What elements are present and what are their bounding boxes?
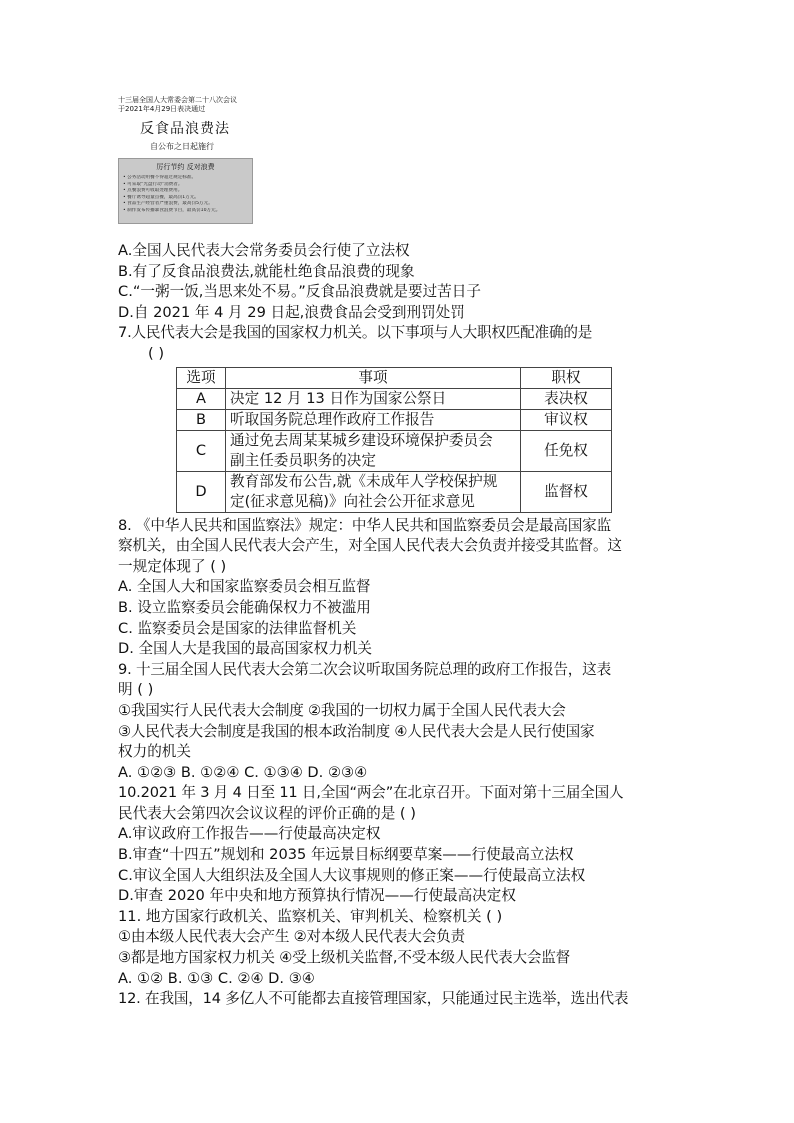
q9-line: 9. 十三届全国人民代表大会第二次会议听取国务院总理的政府工作报告，这表 [118,660,611,678]
table-cell-power: 监督权 [521,471,612,512]
image-caption-line1: 十三届全国人大常委会第二十八次会议 [118,96,237,104]
table-cell-item-line: 通过免去周某某城乡建设环境保护委员会 [230,431,493,449]
table-cell-power: 审议权 [521,409,612,430]
q9-line: 明 ( ) [118,681,154,699]
q7-options-table [176,367,612,513]
q9-line: 权力的机关 [118,743,191,761]
table-header-item: 事项 [226,367,521,388]
q9-line: ③人民代表大会制度是我国的根本政治制度 ④人民代表大会是人民行使国家 [118,722,595,740]
q10-line: 10.2021 年 3 月 4 日至 11 日,全国“两会”在北京召开。下面对第十三届全国人 [118,784,624,802]
q11-line: 11. 地方国家行政机关、监察机关、审判机关、检察机关 ( ) [118,907,503,925]
image-box-line: • 制作发布传播暴食浪费节目，最高罚10万元。 [123,207,221,213]
table-row [177,409,612,430]
image-box-line: • 餐厅诱导超量点餐，最高罚1万元。 [123,194,200,200]
q6-option-c: C.“一粥一饭,当思来处不易。”反食品浪费就是要过苦日子 [118,283,481,301]
image-box-line: • 可采取“光盘行动”消费者。 [123,181,183,187]
table-cell-item: 听取国务院总理作政府工作报告 [226,409,521,430]
q7-answer-blank: ( ) [148,344,165,362]
q6-option-a: A.全国人民代表大会常务委员会行使了立法权 [118,242,410,259]
image-law-subtitle: 自公布之日起施行 [150,142,214,151]
q11-line: ①由本级人民代表大会产生 ②对本级人民代表大会负责 [118,928,465,946]
table-cell-item-line: 教育部发布公告,就《未成年人学校保护规 [230,472,498,490]
table-row [177,388,612,409]
q12-line: 12. 在我国，14 多亿人不可能都去直接管理国家，只能通过民主选举，选出代表 [118,990,629,1008]
law-news-image [118,96,258,224]
table-cell-option: C [177,430,226,471]
table-cell-option: D [177,471,226,512]
image-box-line: • 公务活动用餐不得超过规定标准。 [123,175,197,180]
image-box-line: • 食品生产经营者严重浪费，最高罚5万元。 [123,201,213,207]
table-header-option: 选项 [177,367,226,388]
table-cell-option: A [177,388,226,409]
q10-option-a: A.审议政府工作报告——行使最高决定权 [118,825,381,843]
q10-option-c: C.审议全国人大组织法及全国人大议事规则的修正案——行使最高立法权 [118,866,586,884]
image-caption-line2: 于2021年4月29日表决通过 [118,105,206,113]
table-cell-power: 表决权 [521,388,612,409]
table-cell-power: 任免权 [521,430,612,471]
question-content [118,241,678,1010]
table-cell-item: 决定 12 月 13 日作为国家公祭日 [226,388,521,409]
table-header-power: 职权 [521,367,612,388]
image-box-heading: 厉行节约 反对浪费 [156,163,215,171]
q6-option-d: D.自 2021 年 4 月 29 日起,浪费食品会受到刑罚处罚 [118,303,465,321]
q11-line: ③都是地方国家权力机关 ④受上级机关监督,不受本级人民代表大会监督 [118,949,571,967]
image-law-summary-box [118,158,253,224]
table-cell-item [226,430,521,471]
q8-stem-line: 一规定体现了 ( ) [118,557,227,575]
table-cell-item-line: 副主任委员职务的决定 [230,451,376,469]
q8-option-c: C. 监察委员会是国家的法律监督机关 [118,619,357,637]
q6-option-b: B.有了反食品浪费法,就能杜绝食品浪费的现象 [118,262,415,280]
q9-line: ①我国实行人民代表大会制度 ②我国的一切权力属于全国人民代表大会 [118,701,566,719]
q8-stem-line: 察机关，由全国人民代表大会产生，对全国人民代表大会负责并接受其监督。这 [118,537,622,555]
table-cell-item [226,471,521,512]
q10-option-d: D.审查 2020 年中央和地方预算执行情况——行使最高决定权 [118,887,516,905]
q10-option-b: B.审查“十四五”规划和 2035 年远景目标纲要草案——行使最高立法权 [118,846,574,864]
table-header-row [177,367,612,388]
table-row [177,430,612,471]
q8-option-b: B. 设立监察委员会能确保权力不被滥用 [118,598,371,616]
q8-stem-line: 8. 《中华人民共和国监察法》规定：中华人民共和国监察委员会是最高国家监 [118,516,611,534]
table-cell-option: B [177,409,226,430]
table-cell-item-line: 定(征求意见稿)》向社会公开征求意见 [230,492,475,510]
q10-line: 民代表大会第四次会议议程的评价正确的是 ( ) [118,804,416,822]
table-row [177,471,612,512]
q7-stem: 7.人民代表大会是我国的国家权力机关。以下事项与人大职权匹配准确的是 [118,324,593,342]
image-law-title: 反食品浪费法 [140,121,230,137]
q11-choices: A. ①② B. ①③ C. ②④ D. ③④ [118,969,315,987]
q9-choices: A. ①②③ B. ①②④ C. ①③④ D. ②③④ [118,763,368,781]
q8-option-d: D. 全国人大是我国的最高国家权力机关 [118,640,373,658]
image-box-line: • 点餐浪费可收取处理费用。 [123,188,183,194]
q8-option-a: A. 全国人大和国家监察委员会相互监督 [118,578,371,596]
